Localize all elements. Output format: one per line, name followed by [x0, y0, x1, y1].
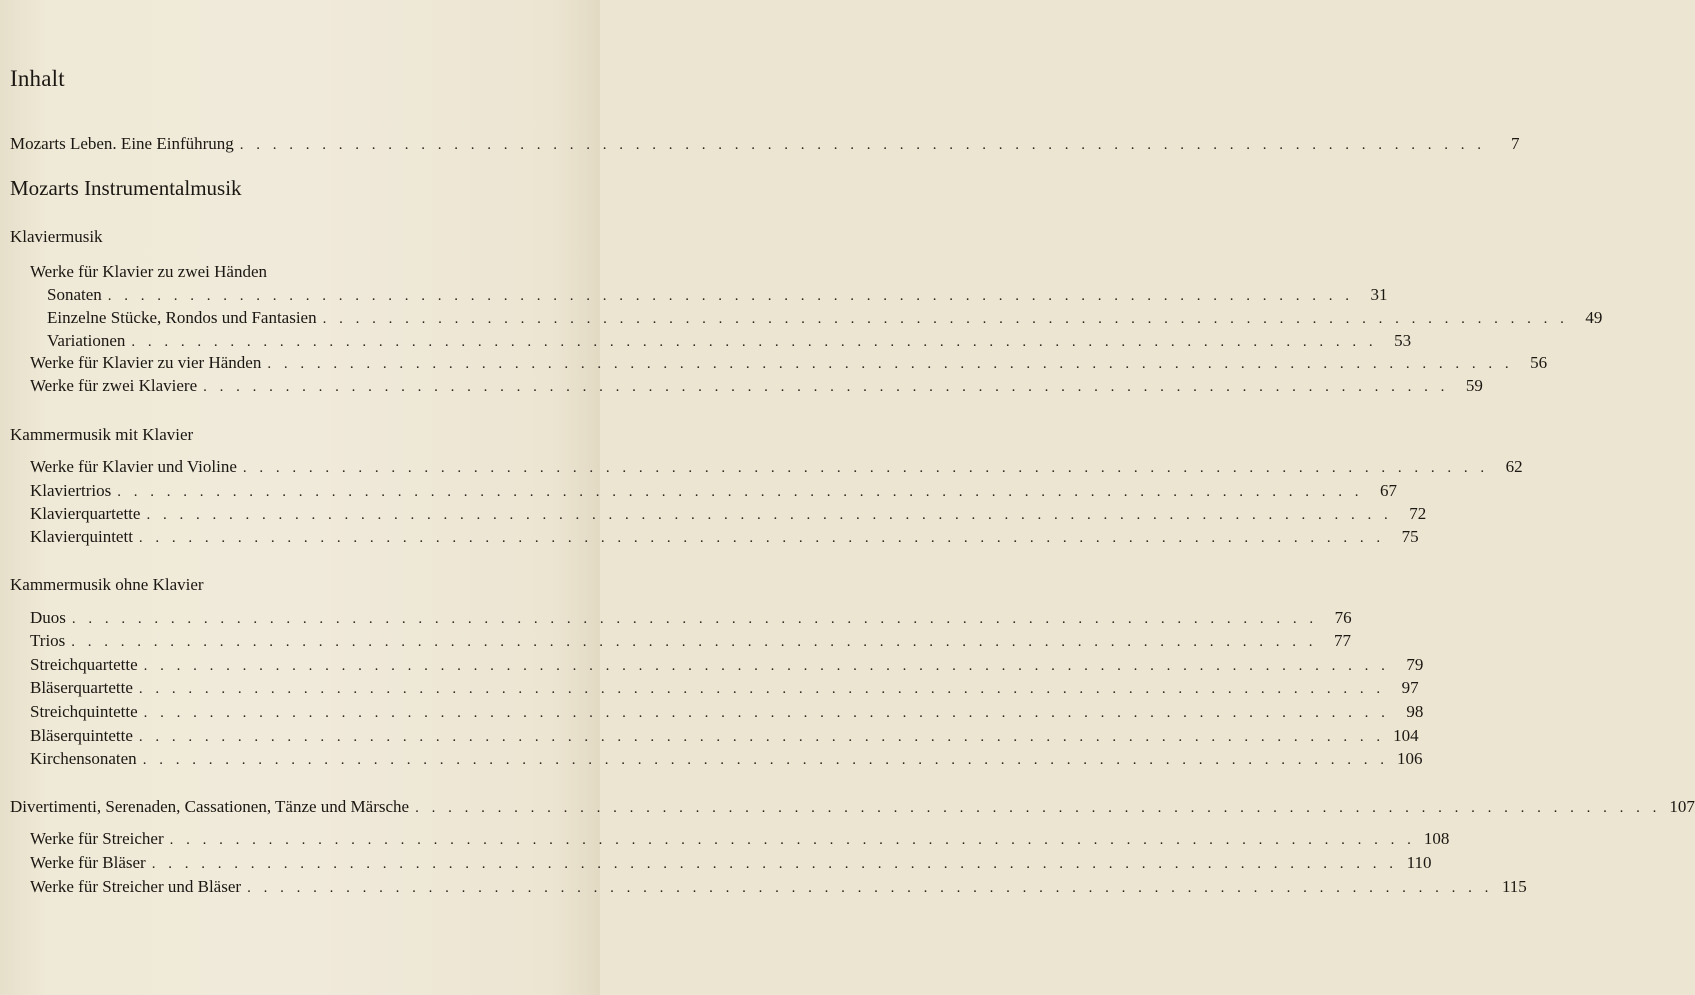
- toc-subheading: [30, 261, 545, 283]
- toc-entry[interactable]: [30, 876, 1527, 898]
- toc-entry[interactable]: [47, 307, 1603, 329]
- toc-entry-page: 72: [1409, 504, 1427, 523]
- toc-entry-title: Klaviertrios: [30, 481, 112, 500]
- toc-entry-page: 53: [1394, 331, 1412, 350]
- toc-entry-title: Werke für Streicher und Bläser: [30, 877, 242, 896]
- toc-entry-title: Sonaten: [47, 285, 102, 304]
- toc-entry-page: 104: [1393, 726, 1419, 745]
- toc-entry[interactable]: [30, 748, 1423, 770]
- page-heading: Inhalt: [10, 66, 65, 91]
- toc-entry[interactable]: [30, 725, 1419, 747]
- toc-section-entry[interactable]: [10, 796, 1695, 818]
- part-title: Mozarts Instrumentalmusik: [10, 176, 242, 200]
- dot-leader: . . . . . . . . . . . . . . . . . . . . . . . . . . . . . . . . . . . . . . . . . . . . . . . . . . . . . . . . . . . . . . . . . . . . . . . . . . . .: [138, 729, 1385, 745]
- toc-entry-title: Kirchensonaten: [30, 749, 137, 768]
- dot-leader: . . . . . . . . . . . . . . . . . . . . . . . . . . . . . . . . . . . . . . . . . . . . . . . . . . . . . . . . . . . . . . . . . . . . . . . . . . . .: [239, 137, 1486, 153]
- toc-entry-title: Werke für Klavier und Violine: [30, 457, 237, 476]
- dot-leader: . . . . . . . . . . . . . . . . . . . . . . . . . . . . . . . . . . . . . . . . . . . . . . . . . . . . . . . . . . . . . . . . . . . . . . . . . . . .: [203, 379, 1449, 395]
- dot-leader: . . . . . . . . . . . . . . . . . . . . . . . . . . . . . . . . . . . . . . . . . . . . . . . . . . . . . . . . . . . . . . . . . . . . . . . . . . . .: [242, 460, 1489, 476]
- toc-entry[interactable]: [47, 284, 1388, 306]
- toc-entry-title: Divertimenti, Serenaden, Cassationen, Tänze und Märsche: [10, 797, 410, 816]
- toc-entry-title: Mozarts Leben. Eine Einführung: [10, 134, 234, 153]
- toc-entry[interactable]: [30, 375, 1483, 397]
- toc-entry-title: Werke für Bläser: [30, 853, 146, 872]
- toc-entry-title: Werke für Klavier zu vier Händen: [30, 353, 262, 372]
- toc-entry[interactable]: [30, 526, 1419, 548]
- toc-entry-title: Werke für zwei Klaviere: [30, 376, 198, 395]
- toc-entry-page: 110: [1406, 853, 1432, 872]
- toc-entry[interactable]: [30, 677, 1419, 699]
- toc-entry[interactable]: [30, 852, 1432, 874]
- toc-entry-title: Werke für Streicher: [30, 829, 164, 848]
- toc-entry-title: Klavierquintett: [30, 527, 133, 546]
- dot-leader: . . . . . . . . . . . . . . . . . . . . . . . . . . . . . . . . . . . . . . . . . . . . . . . . . . . . . . . . . . . . . . . . . . . . . . . . . . . .: [143, 658, 1390, 674]
- toc-entry-page: 67: [1379, 481, 1397, 500]
- dot-leader: . . . . . . . . . . . . . . . . . . . . . . . . . . . . . . . . . . . . . . . . . . . . . . . . . . . . . . . . . . . . . . . . . . . . . . . . . . . .: [415, 800, 1661, 816]
- toc-entry-page: 75: [1401, 527, 1419, 546]
- toc-entry[interactable]: [30, 654, 1424, 676]
- toc-entry-title: Einzelne Stücke, Rondos und Fantasien: [47, 308, 317, 327]
- toc-entry-title: Streichquartette: [30, 655, 138, 674]
- dot-leader: . . . . . . . . . . . . . . . . . . . . . . . . . . . . . . . . . . . . . . . . . . . . . . . . . . . . . . . . . . . . . . . . . . . . . . . . . . . .: [142, 752, 1389, 768]
- dot-leader: . . . . . . . . . . . . . . . . . . . . . . . . . . . . . . . . . . . . . . . . . . . . . . . . . . . . . . . . . . . . . . . . . . . . . . . . . . . .: [138, 681, 1385, 697]
- toc-entry-page: 56: [1530, 353, 1548, 372]
- toc-entry-page: 98: [1406, 702, 1424, 721]
- dot-leader: . . . . . . . . . . . . . . . . . . . . . . . . . . . . . . . . . . . . . . . . . . . . . . . . . . . . . . . . . . . . . . . . . . . . . . . . . . . .: [143, 705, 1390, 721]
- toc-entry[interactable]: [30, 352, 1548, 374]
- dot-leader: . . . . . . . . . . . . . . . . . . . . . . . . . . . . . . . . . . . . . . . . . . . . . . . . . . . . . . . . . . . . . . . . . . . . . . . . . . . .: [267, 356, 1514, 372]
- toc-entry-title: Streichquintette: [30, 702, 138, 721]
- toc-entry-title: Werke für Klavier zu zwei Händen: [30, 262, 267, 281]
- toc-entry-page: 49: [1585, 308, 1603, 327]
- dot-leader: . . . . . . . . . . . . . . . . . . . . . . . . . . . . . . . . . . . . . . . . . . . . . . . . . . . . . . . . . . . . . . . . . . . . . . . . . . . .: [131, 334, 1378, 350]
- toc-entry-page: 62: [1505, 457, 1523, 476]
- dot-leader: . . . . . . . . . . . . . . . . . . . . . . . . . . . . . . . . . . . . . . . . . . . . . . . . . . . . . . . . . . . . . . . . . . . . . . . . . . . .: [107, 288, 1354, 304]
- toc-entry[interactable]: [30, 607, 1352, 629]
- dot-leader: . . . . . . . . . . . . . . . . . . . . . . . . . . . . . . . . . . . . . . . . . . . . . . . . . . . . . . . . . . . . . . . . . . . . . . . . . . . .: [146, 507, 1393, 523]
- toc-entry-title: Bläserquartette: [30, 678, 133, 697]
- toc-entry-title: Duos: [30, 608, 66, 627]
- toc-entry[interactable]: [30, 503, 1427, 525]
- toc-entry-intro[interactable]: [10, 133, 1520, 155]
- toc-entry-title: Klavierquartette: [30, 504, 141, 523]
- toc-entry-title: Variationen: [47, 331, 126, 350]
- toc-entry-page: 79: [1406, 655, 1424, 674]
- toc-entry[interactable]: [47, 330, 1412, 352]
- dot-leader: . . . . . . . . . . . . . . . . . . . . . . . . . . . . . . . . . . . . . . . . . . . . . . . . . . . . . . . . . . . . . . . . . . . . . . . . . . . .: [151, 856, 1398, 872]
- dot-leader: . . . . . . . . . . . . . . . . . . . . . . . . . . . . . . . . . . . . . . . . . . . . . . . . . . . . . . . . . . . . . . . . . . . . . . . . . . . .: [138, 530, 1385, 546]
- toc-entry-page: 77: [1334, 631, 1352, 650]
- dot-leader: . . . . . . . . . . . . . . . . . . . . . . . . . . . . . . . . . . . . . . . . . . . . . . . . . . . . . . . . . . . . . . . . . . . . . . . . . . . .: [117, 484, 1363, 500]
- dot-leader: . . . . . . . . . . . . . . . . . . . . . . . . . . . . . . . . . . . . . . . . . . . . . . . . . . . . . . . . . . . . . . . . . . . . . . . . . . . .: [169, 832, 1416, 848]
- section-title: Kammermusik ohne Klavier: [10, 575, 204, 594]
- toc-entry[interactable]: [30, 828, 1450, 850]
- toc-entry-page: 108: [1423, 829, 1450, 848]
- dot-leader: . . . . . . . . . . . . . . . . . . . . . . . . . . . . . . . . . . . . . . . . . . . . . . . . . . . . . . . . . . . . . . . . . . . . . . . . . . . .: [247, 880, 1493, 896]
- toc-entry-title: Bläserquintette: [30, 726, 133, 745]
- toc-entry-page: 107: [1669, 797, 1695, 816]
- toc-entry-page: 76: [1334, 608, 1352, 627]
- toc-entry-page: 31: [1370, 285, 1388, 304]
- toc-entry-page: 97: [1401, 678, 1419, 697]
- dot-leader: . . . . . . . . . . . . . . . . . . . . . . . . . . . . . . . . . . . . . . . . . . . . . . . . . . . . . . . . . . . . . . . . . . . . . . . . . . . .: [71, 634, 1318, 650]
- toc-entry[interactable]: [30, 456, 1523, 478]
- dot-leader: . . . . . . . . . . . . . . . . . . . . . . . . . . . . . . . . . . . . . . . . . . . . . . . . . . . . . . . . . . . . . . . . . . . . . . . . . . . .: [322, 311, 1569, 327]
- dot-leader: . . . . . . . . . . . . . . . . . . . . . . . . . . . . . . . . . . . . . . . . . . . . . . . . . . . . . . . . . . . . . . . . . . . . . . . . . . . .: [71, 611, 1318, 627]
- toc-entry-title: Trios: [30, 631, 66, 650]
- section-title: Klaviermusik: [10, 227, 103, 246]
- toc-entry-page: 106: [1396, 749, 1423, 768]
- toc-entry[interactable]: [30, 701, 1424, 723]
- section-title: Kammermusik mit Klavier: [10, 425, 194, 444]
- toc-entry[interactable]: [30, 480, 1397, 502]
- toc-entry-page: 115: [1501, 877, 1527, 896]
- toc-entry-page: 59: [1465, 376, 1483, 395]
- toc-entry[interactable]: [30, 630, 1352, 652]
- toc-entry-page: 7: [1511, 134, 1520, 153]
